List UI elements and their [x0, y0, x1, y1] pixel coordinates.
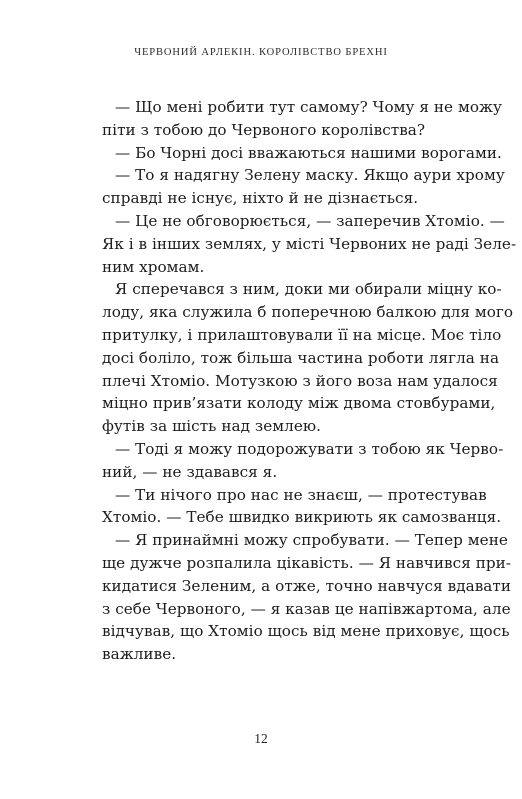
text-line: Як і в інших землях, у місті Червоних не раді Зеле- — [102, 234, 517, 253]
text-line: відчував, що Хтоміо щось від мене приховує, щось — [102, 622, 510, 641]
paragraph — [90, 142, 502, 165]
body-text — [90, 96, 517, 666]
text-line: — Ти нічого про нас не знаєш, — протестував — [115, 485, 487, 504]
paragraph — [90, 529, 512, 666]
text-line: справді не існує, ніхто й не дізнається. — [102, 189, 419, 208]
paragraph — [90, 210, 517, 278]
paragraph — [90, 164, 505, 210]
text-line: важливе. — [102, 645, 177, 664]
text-line: кидатися Зеленим, а отже, точно навчуся вдавати — [102, 576, 512, 595]
text-line: Я сперечався з ним, доки ми обирали міцну ко- — [115, 280, 502, 299]
page-number: 12 — [254, 731, 268, 746]
text-line: — Це не обговорюється, — заперечив Хтоміо. — — [115, 211, 505, 230]
text-line: лоду, яка служила б поперечною балкою для мого — [102, 303, 514, 322]
paragraph — [90, 278, 514, 438]
running-header: ЧЕРВОНИЙ АРЛЕКІН. КОРОЛІВСТВО БРЕХНІ — [134, 47, 388, 58]
text-line: футів за шість над землею. — [102, 417, 322, 436]
text-line: — Тоді я можу подорожувати з тобою як Черво- — [115, 439, 504, 458]
text-line: з себе Червоного, — я казав це напівжартома, але — [102, 599, 511, 618]
text-line: піти з тобою до Червоного королівства? — [102, 120, 426, 139]
text-line: притулку, і прилаштовували її на місце. Моє тіло — [102, 325, 502, 344]
text-line: плечі Хтоміо. Мотузкою з його воза нам удалося — [102, 371, 498, 390]
paragraph — [90, 96, 503, 142]
text-line: Хтоміо. — Тебе швидко викриють як самозванця. — [102, 508, 502, 527]
paragraph — [90, 484, 502, 530]
text-line: — Бо Чорні досі вважаються нашими ворогами. — [115, 143, 502, 162]
text-line: досі боліло, тож більша частина роботи лягла на — [102, 348, 500, 367]
text-line: ще дужче розпалила цікавість. — Я навчився при- — [102, 553, 512, 572]
text-line: міцно прив’язати колоду між двома стовбурами, — [102, 394, 496, 413]
text-line: — Що мені робити тут самому? Чому я не можу — [115, 98, 503, 116]
text-line: ним хромам. — [102, 257, 205, 276]
text-line: — Я принаймні можу спробувати. — Тепер мене — [115, 531, 508, 550]
text-line: — То я надягну Зелену маску. Якщо аури хрому — [115, 166, 505, 185]
text-line: ний, — не здавався я. — [102, 462, 278, 481]
paragraph — [90, 438, 504, 484]
